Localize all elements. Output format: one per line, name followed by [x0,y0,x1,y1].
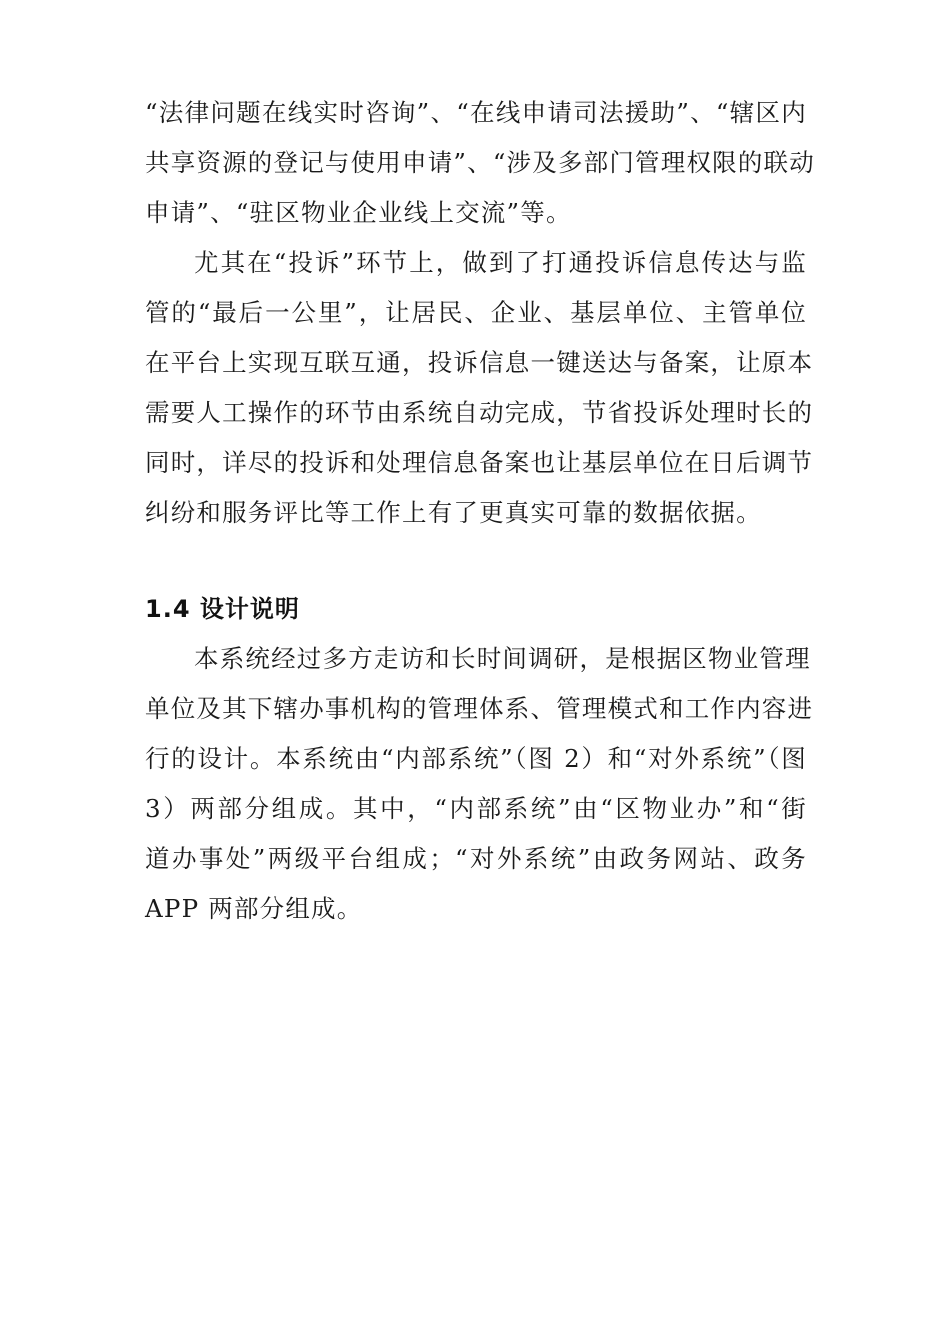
paragraph-line: “法律问题在线实时咨询”、“在线申请司法援助”、“辖区内 [145,98,807,127]
paragraph-line: 3）两部分组成。其中，“内部系统”由“区物业办”和“街 [145,794,807,823]
paragraph-line: APP 两部分组成。 [145,894,363,923]
paragraph-line: 单位及其下辖办事机构的管理体系、管理模式和工作内容进 [145,694,814,723]
paragraph-2 [145,238,814,538]
paragraph-line: 申请”、“驻区物业企业线上交流”等。 [145,198,572,227]
paragraph-line: 需要人工操作的环节由系统自动完成，节省投诉处理时长的 [145,398,814,427]
document-body [145,88,815,934]
paragraph-line: 管的“最后一公里”，让居民、企业、基层单位、主管单位 [145,298,807,327]
paragraph-1 [145,88,815,238]
paragraph-line: 在平台上实现互联互通，投诉信息一键送达与备案，让原本 [145,348,814,377]
paragraph-3 [145,634,814,934]
paragraph-line: 本系统经过多方走访和长时间调研，是根据区物业管理 [194,644,811,673]
section-spacer [145,538,807,584]
paragraph-line: 同时，详尽的投诉和处理信息备案也让基层单位在日后调节 [145,448,814,477]
paragraph-line: 道办事处”两级平台组成；“对外系统”由政务网站、政务 [145,844,807,873]
paragraph-line: 尤其在“投诉”环节上，做到了打通投诉信息传达与监 [194,248,807,277]
paragraph-line: 行的设计。本系统由“内部系统”（图 2）和“对外系统”（图 [145,744,807,773]
section-heading: 1.4 设计说明 [145,595,300,623]
paragraph-line: 纠纷和服务评比等工作上有了更真实可靠的数据依据。 [145,498,762,527]
paragraph-line: 共享资源的登记与使用申请”、“涉及多部门管理权限的联动 [145,148,815,177]
